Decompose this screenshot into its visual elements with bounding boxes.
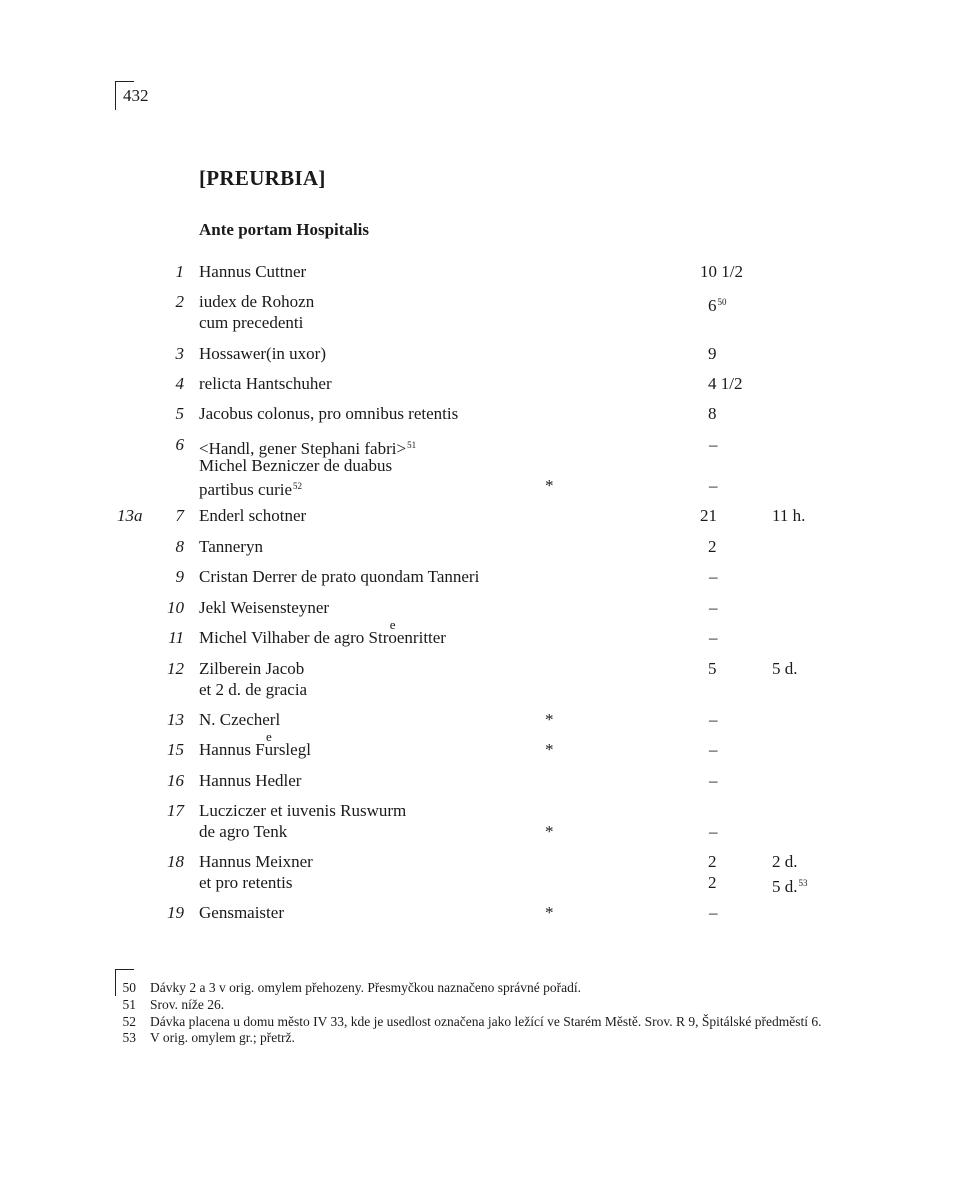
entry-line xyxy=(0,456,960,477)
entry-name xyxy=(199,680,307,701)
entry-line xyxy=(0,344,960,365)
superscript-letter xyxy=(388,617,397,649)
entry-row xyxy=(0,262,960,283)
entry-name xyxy=(199,537,263,558)
entry-name-text: et pro retentis xyxy=(199,872,293,892)
entry-row xyxy=(0,374,960,395)
entry-amount xyxy=(700,506,717,527)
entry-line xyxy=(0,903,960,924)
entry-amount-value: 10 1/2 xyxy=(700,262,743,281)
entry-amount-value: 4 1/2 xyxy=(708,374,743,393)
entry-line xyxy=(0,873,960,894)
entry-name xyxy=(199,374,332,395)
entry-line xyxy=(0,313,960,334)
entry-row xyxy=(0,506,960,527)
entry-name-text: et 2 d. de gracia xyxy=(199,679,308,699)
entry-name-text: relicta Hantschuher xyxy=(199,374,332,393)
entry-name-text: partibus curie xyxy=(199,480,292,499)
entry-line xyxy=(0,801,960,822)
entry-row xyxy=(0,344,960,365)
entry-name xyxy=(199,476,302,501)
entry-amount-value: 5 xyxy=(708,659,717,678)
footnote-marker: 50 xyxy=(717,297,727,307)
entry-line xyxy=(0,374,960,395)
footnote-text: Srov. níže 26. xyxy=(150,996,225,1012)
entry-amount xyxy=(709,476,718,497)
entry-amount-value: 2 xyxy=(708,872,717,892)
entry-row xyxy=(0,404,960,425)
entry-amount xyxy=(709,628,718,649)
footnote-number: 53 xyxy=(122,1030,136,1046)
entry-amount xyxy=(708,404,717,425)
entry-extra-value: 2 d. xyxy=(772,852,798,871)
entry-name-part: Hannus F xyxy=(199,740,265,759)
footnote-text: Dávky 2 a 3 v orig. omylem přehozeny. Přesmyčkou naznačeno správné pořadí. xyxy=(150,980,581,995)
entry-line xyxy=(0,506,960,527)
entry-line xyxy=(0,435,960,456)
entry-name-text: Michel Bezniczer de duabus xyxy=(199,455,393,475)
entry-amount xyxy=(709,567,718,588)
entry-name-text: Lucziczer et iuvenis Ruswurm xyxy=(199,801,407,820)
entry-name xyxy=(199,598,329,619)
footnote-marker: 53 xyxy=(798,877,808,888)
entry-row xyxy=(0,537,960,558)
entry-number: 3 xyxy=(175,344,184,363)
entry-row xyxy=(0,771,960,792)
entry-line xyxy=(0,598,960,619)
entry-number: 2 xyxy=(175,292,184,311)
section-title: [PREURBIA] xyxy=(199,166,326,190)
entry-name-text: Tanneryn xyxy=(199,537,263,556)
footnote-text: Dávka placena u domu město IV 33, kde je usedlost označena jako ležící ve Starém Městě. Srov. R 9, Špitálské předměstí 6. xyxy=(150,1013,822,1029)
overmark-base-letter: o xyxy=(388,628,397,647)
entry-line xyxy=(0,659,960,680)
entry-row xyxy=(0,801,960,842)
entry-amount xyxy=(709,903,718,924)
entry-amount-value: 21 xyxy=(700,506,717,525)
entry-name xyxy=(199,262,306,283)
entry-name xyxy=(199,506,306,527)
entry-amount-value: 2 xyxy=(708,852,717,871)
entry-number: 8 xyxy=(175,537,184,556)
entry-amount-value: – xyxy=(709,710,718,729)
entry-amount-value: 2 xyxy=(708,537,717,556)
entry-name xyxy=(199,771,301,792)
entry-extra-value: 5 d. xyxy=(772,659,798,678)
entry-name-text: Jekl Weisensteyner xyxy=(199,598,330,617)
footnote xyxy=(0,1014,960,1031)
footnote-marker: 51 xyxy=(407,440,417,450)
entry-name xyxy=(199,801,406,822)
entry-amount xyxy=(709,435,718,456)
entry-number: 18 xyxy=(167,852,184,871)
superscript-letter xyxy=(264,729,274,761)
entry-name-text: Hannus Hedler xyxy=(199,771,302,790)
entry-number: 16 xyxy=(167,771,184,790)
asterisk-mark: * xyxy=(545,903,554,922)
entry-name xyxy=(199,404,458,425)
footnote-number: 50 xyxy=(122,980,136,995)
entry-name-text: de agro Tenk xyxy=(199,821,288,841)
overmark-letter: e xyxy=(266,729,272,744)
entry-amount-value: – xyxy=(709,771,718,790)
entry-name-text: Hannus Meixner xyxy=(199,852,313,871)
entry-name xyxy=(199,710,280,731)
entry-amount-value: – xyxy=(709,476,718,495)
entry-amount-value: 6 xyxy=(708,296,717,315)
entry-amount xyxy=(709,771,718,792)
entry-name-text: cum precedenti xyxy=(199,312,304,332)
entry-name xyxy=(199,344,326,365)
entry-extra-amount xyxy=(772,873,808,898)
entry-amount xyxy=(708,852,717,873)
entry-name xyxy=(199,822,287,843)
entry-number: 17 xyxy=(167,801,184,820)
entry-name-text: N. Czecherl xyxy=(199,710,281,729)
entry-row xyxy=(0,659,960,700)
entry-name xyxy=(199,729,311,761)
entry-name xyxy=(199,617,446,649)
entry-amount xyxy=(708,537,717,558)
entry-extra-amount xyxy=(772,659,798,680)
entry-number: 4 xyxy=(175,374,184,393)
entry-name-part: Michel Vilhaber de agro Str xyxy=(199,628,389,647)
entry-amount-value: – xyxy=(709,821,718,841)
entry-name xyxy=(199,659,304,680)
entry-row xyxy=(0,435,960,497)
entry-name xyxy=(199,456,392,477)
entry-name xyxy=(199,313,303,334)
entry-row xyxy=(0,729,960,761)
entry-amount xyxy=(700,262,743,283)
entry-line xyxy=(0,567,960,588)
entry-line xyxy=(0,476,960,497)
entry-amount xyxy=(709,740,718,761)
footnote xyxy=(0,997,960,1014)
entry-row xyxy=(0,292,960,333)
entry-number: 5 xyxy=(175,404,184,423)
entry-line xyxy=(0,729,960,761)
entry-line xyxy=(0,292,960,313)
entry-reference: 13a xyxy=(117,506,143,525)
entry-amount xyxy=(708,374,742,395)
entry-name xyxy=(199,567,479,588)
entry-amount-value: – xyxy=(709,598,718,617)
entry-extra-amount xyxy=(772,506,805,527)
entry-amount xyxy=(709,822,718,843)
entry-row xyxy=(0,617,960,649)
entry-name xyxy=(199,903,284,924)
entry-line xyxy=(0,404,960,425)
entry-name-text: Cristan Derrer de prato quondam Tanneri xyxy=(199,567,480,586)
entry-number: 13 xyxy=(167,710,184,729)
entry-amount-value: – xyxy=(709,567,718,586)
entry-number: 6 xyxy=(175,435,184,454)
entry-amount-value: 8 xyxy=(708,404,717,423)
entry-name xyxy=(199,873,292,894)
entry-name xyxy=(199,292,314,313)
entry-line xyxy=(0,710,960,731)
entry-number: 19 xyxy=(167,903,184,922)
asterisk-mark: * xyxy=(545,740,554,759)
entry-row xyxy=(0,852,960,896)
entry-number: 11 xyxy=(168,628,184,647)
entry-amount-value: – xyxy=(709,740,718,759)
entry-name-part: rslegl xyxy=(273,740,311,759)
footnote-list xyxy=(0,980,960,1047)
entry-name-part: enritter xyxy=(396,628,446,647)
entry-name xyxy=(199,852,313,873)
entry-amount xyxy=(709,598,718,619)
entry-amount-value: – xyxy=(709,628,718,647)
footnote xyxy=(0,980,960,997)
entry-name-text: Zilberein Jacob xyxy=(199,659,305,678)
entry-number: 10 xyxy=(167,598,184,617)
overmark-letter: e xyxy=(389,617,396,632)
entry-name-text: Hossawer(in uxor) xyxy=(199,344,326,363)
entry-name-text: Gensmaister xyxy=(199,903,284,922)
entry-name-text: <Handl, gener Stephani fabri> xyxy=(199,439,407,458)
asterisk-mark: * xyxy=(545,821,554,841)
entry-line xyxy=(0,822,960,843)
entry-name-text: Jacobus colonus, pro omnibus retentis xyxy=(199,404,459,423)
entry-line xyxy=(0,537,960,558)
entry-line xyxy=(0,680,960,701)
entry-amount xyxy=(708,659,717,680)
entry-line xyxy=(0,852,960,873)
entry-line xyxy=(0,262,960,283)
entry-number: 15 xyxy=(167,740,184,759)
entry-amount xyxy=(708,344,717,365)
entry-amount-value: 9 xyxy=(708,344,717,363)
entry-number: 9 xyxy=(175,567,184,586)
entry-amount-value: – xyxy=(709,903,718,922)
entry-name-text: iudex de Rohozn xyxy=(199,292,315,311)
entry-line xyxy=(0,771,960,792)
entry-name-text: Hannus Cuttner xyxy=(199,262,307,281)
page-number: 432 xyxy=(123,86,149,105)
entry-name-text: Enderl schotner xyxy=(199,506,307,525)
footnote-number: 52 xyxy=(122,1013,136,1029)
entry-number: 7 xyxy=(175,506,184,525)
entry-line xyxy=(0,617,960,649)
entry-extra-value: 5 d. xyxy=(772,876,798,896)
entry-amount xyxy=(708,873,717,894)
footnote-marker: 52 xyxy=(293,481,302,491)
footnote-text: V orig. omylem gr.; přetrž. xyxy=(150,1030,295,1046)
entry-extra-value: 11 h. xyxy=(772,506,806,525)
footnote-number: 51 xyxy=(122,996,136,1012)
entry-number: 1 xyxy=(175,262,184,281)
entry-number: 12 xyxy=(167,659,184,678)
entry-row xyxy=(0,567,960,588)
footnote xyxy=(0,1030,960,1047)
asterisk-mark: * xyxy=(545,476,554,495)
entry-row xyxy=(0,710,960,731)
section-subtitle: Ante portam Hospitalis xyxy=(199,220,369,239)
entry-amount xyxy=(709,710,718,731)
entry-extra-amount xyxy=(772,852,798,873)
entry-row xyxy=(0,903,960,924)
asterisk-mark: * xyxy=(545,710,554,729)
entry-row xyxy=(0,598,960,619)
entry-amount-value: – xyxy=(709,435,718,454)
overmark-base-letter: u xyxy=(264,740,274,759)
